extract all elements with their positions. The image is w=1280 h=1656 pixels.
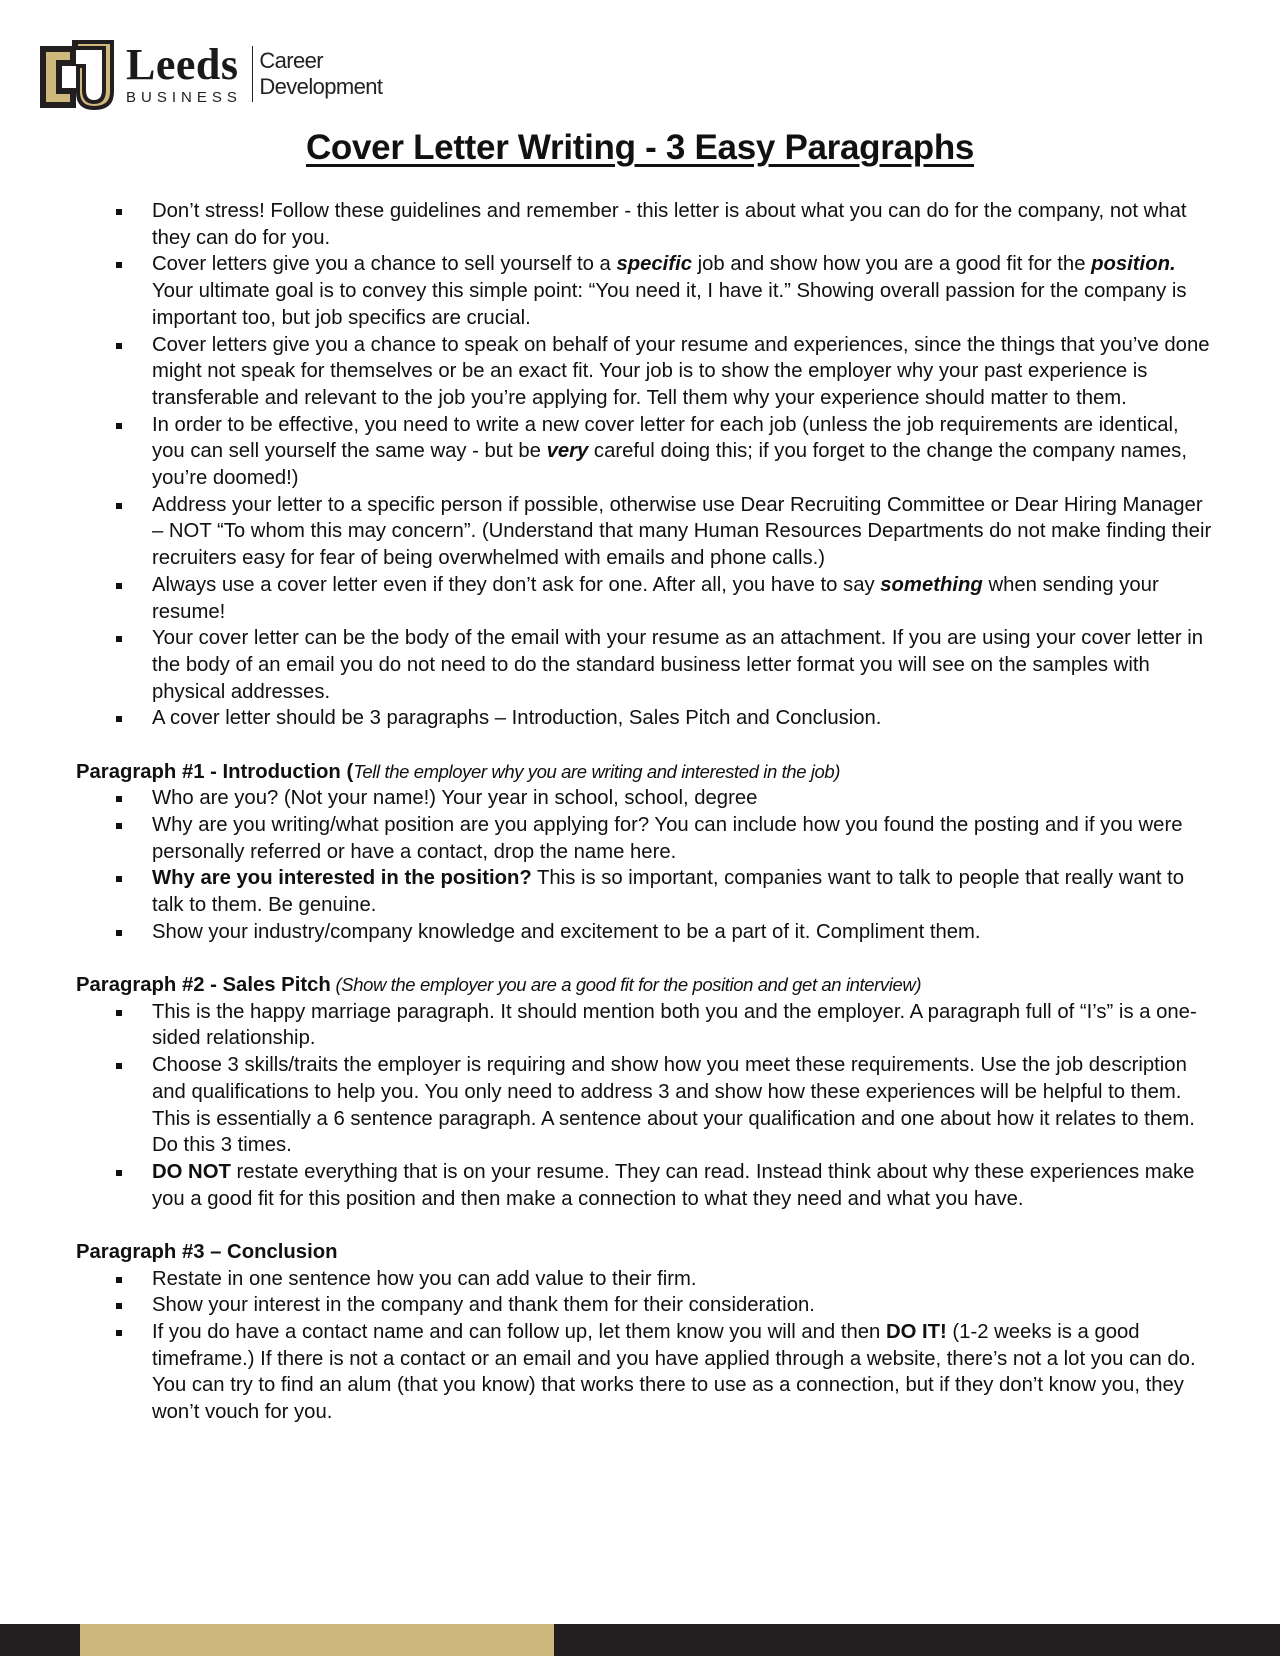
heading-note: Tell the employer why you are writing and interested in the job) bbox=[353, 760, 841, 782]
paragraph-1-bullet-list bbox=[76, 785, 1216, 945]
text-span: In order to be effective, you need to write a new cover letter for each job (unless the job requirements are identical, you can sell yourself the same way - but be bbox=[152, 413, 1179, 463]
document-body bbox=[76, 198, 1216, 1426]
spacer bbox=[76, 945, 1216, 972]
heading-label: Paragraph #1 - Introduction ( bbox=[76, 760, 354, 783]
list-item: This is the happy marriage paragraph. It should mention both you and the employer. A paragraph full of “I’s” is a one-sided relationship. bbox=[76, 999, 1216, 1052]
paragraph-1-heading bbox=[76, 759, 1216, 786]
list-item: Address your letter to a specific person if possible, otherwise use Dear Recruiting Committee or Dear Hiring Manager – NOT “To whom this may concern”. (Understand that many Human Resources Departments do not make finding their recruiters easy for fear of being overwhelmed with emails and phone calls.) bbox=[76, 492, 1216, 572]
paragraph-2-bullet-list bbox=[76, 999, 1216, 1213]
bold-text: Why are you interested in the position? bbox=[152, 867, 532, 890]
list-item: Don’t stress! Follow these guidelines and remember - this letter is about what you can do for the company, not what they can do for you. bbox=[76, 198, 1216, 251]
logo-sub: BUSINESS bbox=[126, 89, 242, 106]
bold-text: DO IT! bbox=[885, 1320, 947, 1343]
list-item bbox=[76, 865, 1216, 918]
list-item: Cover letters give you a chance to speak on behalf of your resume and experiences, since the things that you’ve done might not speak for themselves or be an exact fit. Your job is to show the employer why your past experience is transferable and relevant to the job you’re applying for. Tell them why your experience should matter to them. bbox=[76, 332, 1216, 412]
list-item: Who are you? (Not your name!) Your year in school, school, degree bbox=[76, 785, 1216, 812]
emphasis-text: something bbox=[880, 573, 983, 596]
logo-career-line2: Development bbox=[259, 74, 383, 99]
logo-career-line1: Career bbox=[259, 48, 324, 73]
text-span: Your ultimate goal is to convey this simple point: “You need it, I have it.” Showing overall passion for the company is important too, but job specifics are crucial. bbox=[152, 280, 1187, 329]
leeds-logo bbox=[36, 36, 382, 112]
paragraph-3-heading bbox=[76, 1239, 1216, 1266]
text-span: (1-2 weeks is a good timeframe.) If there is not a contact or an email and you have applied through a website, there’s not a lot you can do. You can try to find an alum (that you know) that works there to use as a connection, but if they don’t know you, they won’t vouch for you. bbox=[152, 1320, 1196, 1424]
text-span: restate everything that is on your resume. They can read. Instead think about why these experiences make you a good fit for this position and then make a connection to what they need and what you have. bbox=[152, 1160, 1195, 1210]
intro-bullet-list bbox=[76, 198, 1216, 732]
list-item: Why are you writing/what position are you applying for? You can include how you found the posting and if you were personally referred or have a contact, drop the name here. bbox=[76, 812, 1216, 865]
list-item: A cover letter should be 3 paragraphs – Introduction, Sales Pitch and Conclusion. bbox=[76, 705, 1216, 732]
bold-text: DO NOT bbox=[152, 1160, 231, 1183]
heading-label: Paragraph #3 – Conclusion bbox=[76, 1240, 338, 1263]
list-item bbox=[76, 1319, 1216, 1426]
list-item bbox=[76, 1159, 1216, 1212]
page-title: Cover Letter Writing - 3 Easy Paragraphs bbox=[305, 128, 975, 167]
list-item bbox=[76, 412, 1216, 492]
footer-gold-accent bbox=[80, 1624, 554, 1656]
logo-name: Leeds bbox=[126, 40, 239, 89]
list-item: Your cover letter can be the body of the email with your resume as an attachment. If you are using your cover letter in the body of an email you do not need to do the standard business letter format you will see on the samples with physical addresses. bbox=[76, 625, 1216, 705]
emphasis-text: specific bbox=[616, 253, 692, 276]
text-span: Always use a cover letter even if they don’t ask for one. After all, you have to say bbox=[152, 573, 881, 596]
heading-label: Paragraph #2 - Sales Pitch bbox=[76, 973, 331, 996]
text-span: Cover letters give you a chance to sell yourself to a bbox=[152, 253, 617, 276]
heading-note: (Show the employer you are a good fit for the position and get an interview) bbox=[330, 973, 922, 995]
text-span: This is so important, companies want to talk to people that really want to talk to them. Be genuine. bbox=[152, 867, 1185, 917]
list-item bbox=[76, 572, 1216, 625]
paragraph-2-heading bbox=[76, 972, 1216, 999]
text-span: when sending your resume! bbox=[152, 573, 1159, 623]
emphasis-text: very bbox=[546, 440, 589, 463]
emphasis-text: position. bbox=[1091, 253, 1176, 276]
spacer bbox=[76, 1212, 1216, 1239]
list-item bbox=[76, 251, 1216, 331]
logo-divider bbox=[252, 46, 254, 102]
paragraph-3-bullet-list bbox=[76, 1266, 1216, 1426]
cu-logo-icon bbox=[36, 36, 118, 112]
list-item: Show your interest in the company and thank them for their consideration. bbox=[76, 1292, 1216, 1319]
list-item: Restate in one sentence how you can add value to their firm. bbox=[76, 1266, 1216, 1293]
text-span: careful doing this; if you forget to the change the company names, you’re doomed!) bbox=[152, 440, 1187, 490]
text-span: job and show how you are a good fit for the bbox=[691, 253, 1092, 276]
list-item: Choose 3 skills/traits the employer is requiring and show how you meet these requirements. Use the job description and qualifications to help you. You only need to address 3 and show how these experiences will be helpful to them. This is essentially a 6 sentence paragraph. A sentence about your qualification and one about how it relates to them. Do this 3 times. bbox=[76, 1052, 1216, 1159]
text-span: If you do have a contact name and can follow up, let them know you will and then bbox=[152, 1320, 886, 1343]
spacer bbox=[76, 732, 1216, 759]
list-item: Show your industry/company knowledge and excitement to be a part of it. Compliment them. bbox=[76, 919, 1216, 946]
